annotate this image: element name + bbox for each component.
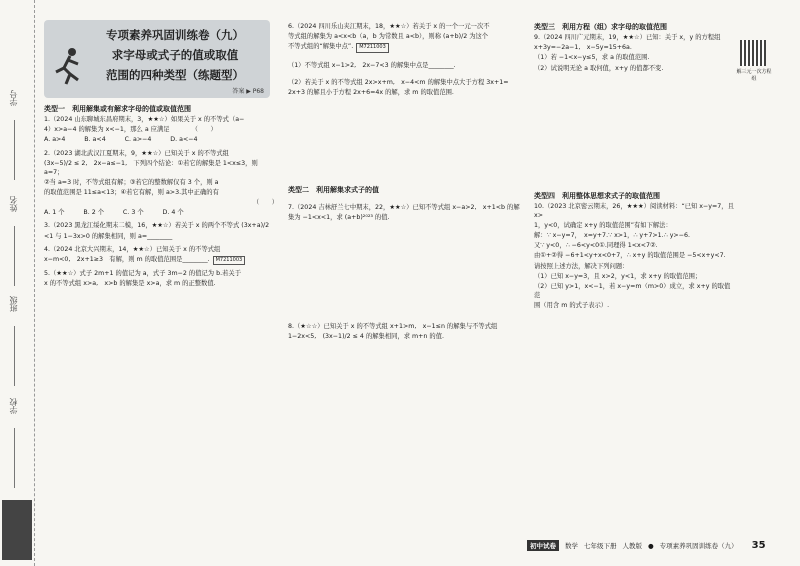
q10-line-h: （2）已知 y>1，x<−1，若 x−y=m（m>0）成立，求 x+y 的取值范 xyxy=(534,282,731,299)
name-label: 姓名 xyxy=(9,196,18,212)
q2-line-e: （ ） xyxy=(252,199,278,207)
column-left xyxy=(44,104,278,289)
q8-line-a: 8.（★☆☆）已知关于 x 的不等式组 x+1>m, x−1≤n 的解集与不等式组 xyxy=(288,323,498,331)
school-line xyxy=(14,428,15,488)
name-line xyxy=(14,226,15,286)
page-number: 35 xyxy=(751,540,766,551)
q3-line-b: <1 与 1−3x>0 的解集相同，则 a=________ xyxy=(44,232,173,240)
column-right xyxy=(534,22,734,311)
q2-line-b: (3x−5)/2 ≤ 2, 2x−a≤−1, 下列四个结论：①若它的解集是 1<x≤3，则 a=7； xyxy=(44,159,258,176)
q9-line-a: 9.（2024 四川广元期末，19，★★☆）已知：关于 x，y 的方程组 xyxy=(534,34,721,42)
q2-line-d: 的取值范围是 11≤a<13；④若它有解，则 a>3.其中正确的有 xyxy=(44,189,219,197)
q4-line-b xyxy=(44,255,278,265)
q4-code-chip: M7211003 xyxy=(213,256,246,265)
student-id-label: 学号 xyxy=(9,90,18,106)
title-banner xyxy=(44,20,270,98)
q10-line-e: 由①+②得 −6+1<y+x<0+7，∴ x+y 的取值范围是 −5<x+y<7. xyxy=(534,252,726,260)
q1-line-b: 4）x>a−4 的解集为 x<−1，那么 a 应满足 （ ） xyxy=(44,126,217,134)
q4-line-a: 4.（2024 北京大兴期末，14，★★☆）已知关于 x 的不等式组 xyxy=(44,245,221,253)
q9-part-1: （1）若 −1<x−y≤5，求 a 的取值范围. xyxy=(534,54,650,62)
page-footer xyxy=(527,540,766,551)
q6-code-chip: M7211003 xyxy=(356,43,389,52)
footer-series: 专项素养巩固训练卷（九） xyxy=(659,542,738,550)
q6-line-a: 6.（2024 四川乐山夹江期末，18，★★☆）若关于 x 的一个一元一次不 xyxy=(288,23,490,30)
q10-line-d: 又∵ y<0，∴ −6<y<0①.同理得 1<x<7②. xyxy=(534,242,658,250)
section-heading-2: 类型二 利用解集求式子的值 xyxy=(288,185,379,194)
q6-text-c: 不等式组的“解集中点”. xyxy=(288,43,354,51)
q5-line-b: x 的不等式组 x>a, x>b 的解集是 x>a，求 m 的正整数值. xyxy=(44,280,216,288)
q1-line-a: 1.（2024 山东聊城东昌府期末，3，★★☆）如果关于 x 的不等式（a− xyxy=(44,116,245,124)
answer-reference: 答案 ▶ P68 xyxy=(232,88,264,95)
section-heading-1: 类型一 利用解集或有解求字母的值或取值范围 xyxy=(44,105,191,113)
footer-edition: 人教版 xyxy=(622,542,642,550)
section-heading-3: 类型三 利用方程（组）求字母的取值范围 xyxy=(534,23,667,31)
q1-options: A. a>4 B. a<4 C. a>−4 D. a<−4 xyxy=(44,136,198,144)
runner-icon xyxy=(50,46,84,86)
column-middle xyxy=(288,22,524,343)
school-label: 学校 xyxy=(9,398,18,414)
q7-line-a: 7.（2024 吉林舒兰七中期末，22，★★☆）已知不等式组 x−a>2, x+1<b 的解 xyxy=(288,204,520,212)
q10-line-g: （1）已知 x−y=3，且 x>2，y<1，求 x+y 的取值范围； xyxy=(534,272,702,280)
q6-line-c xyxy=(288,42,524,52)
q9-part-2: （2）试说明无论 a 取何值，x+y 的值都不变. xyxy=(534,64,664,72)
q10-line-a: 10.（2023 北京密云期末，26，★★★）阅读材料：“已知 x−y=7，且 x> xyxy=(534,202,734,219)
q9-line-b: x+3y=−2a−1, x−5y=15+6a. xyxy=(534,44,632,52)
footer-bullet-icon: ● xyxy=(648,541,654,550)
section-heading-4: 类型四 利用整体思想求式子的取值范围 xyxy=(534,191,660,200)
q6-line-b: 等式组的解集为 a<x<b（a，b 为常数且 a<b），则称 (a+b)/2 为这个 xyxy=(288,33,489,41)
q2-line-a: 2.（2023 湖北武汉江夏期末，9，★★☆）已知关于 x 的不等式组 xyxy=(44,149,229,157)
q5-line-a: 5.（★★☆）式子 2m+1 的值记为 a，式子 3m−2 的值记为 b.若关于 xyxy=(44,270,241,278)
q6-part-1: （1）不等式组 x−1>2, 2x−7<3 的解集中点是________. xyxy=(288,61,456,69)
footer-grade: 七年级下册 xyxy=(584,542,617,550)
title-line-3: 范围的四种类型（练题型） xyxy=(106,68,244,82)
q10-line-f: 请按照上述方法，解决下列问题： xyxy=(534,262,629,270)
q10-line-i: 围（用含 m 的式子表示）. xyxy=(534,302,610,310)
q10-line-b: 1，y<0，试确定 x+y 的取值范围”有如下解法： xyxy=(534,222,672,230)
brand-logo xyxy=(2,500,32,560)
qr-caption: 解三元一次方程组 xyxy=(736,69,772,82)
footer-brand: 初中试卷 xyxy=(527,540,559,551)
q2-options: A. 1 个 B. 2 个 C. 3 个 D. 4 个 xyxy=(44,209,184,217)
q2-line-c: ②当 a=3 时，不等式组有解；③若它的整数解仅有 3 个，则 a xyxy=(44,178,219,186)
q4-text: x−m<0, 2x+1≥3 有解，则 m 的取值范围是________. xyxy=(44,255,210,263)
q6-part-2b: 2x+3 的解且小于方程 2x+6=4x 的解，求 m 的取值范围. xyxy=(288,88,454,96)
q10-line-c: 解：∵ x−y=7， x=y+7.∵ x>1，∴ y+7>1.∴ y>−6. xyxy=(534,232,690,240)
footer-subject: 数学 xyxy=(565,542,578,550)
q3-line-a: 3.（2023 黑龙江绥化期末二模，16，★★☆）若关于 x 的两个不等式 (3x+a)/2 xyxy=(44,222,270,230)
class-line xyxy=(14,326,15,386)
student-id-line xyxy=(14,120,15,180)
q8-line-b: 1−2x<5, (3x−1)/2 ≤ 4 的解集相同，求 m+n 的值. xyxy=(288,333,445,341)
binding-margin xyxy=(0,0,35,566)
title-line-1: 专项素养巩固训练卷（九） xyxy=(106,28,244,42)
title-line-2: 求字母或式子的值或取值 xyxy=(111,48,239,62)
class-label: 班级 xyxy=(9,296,18,312)
qr-code-icon[interactable] xyxy=(740,40,766,66)
q7-line-b: 集为 −1<x<1，求 (a+b)²⁰²³ 的值. xyxy=(288,214,390,222)
q6-part-2a: （2）若关于 x 的不等式组 2x>x+m, x−4<m 的解集中点大于方程 3x+1= xyxy=(288,78,509,86)
